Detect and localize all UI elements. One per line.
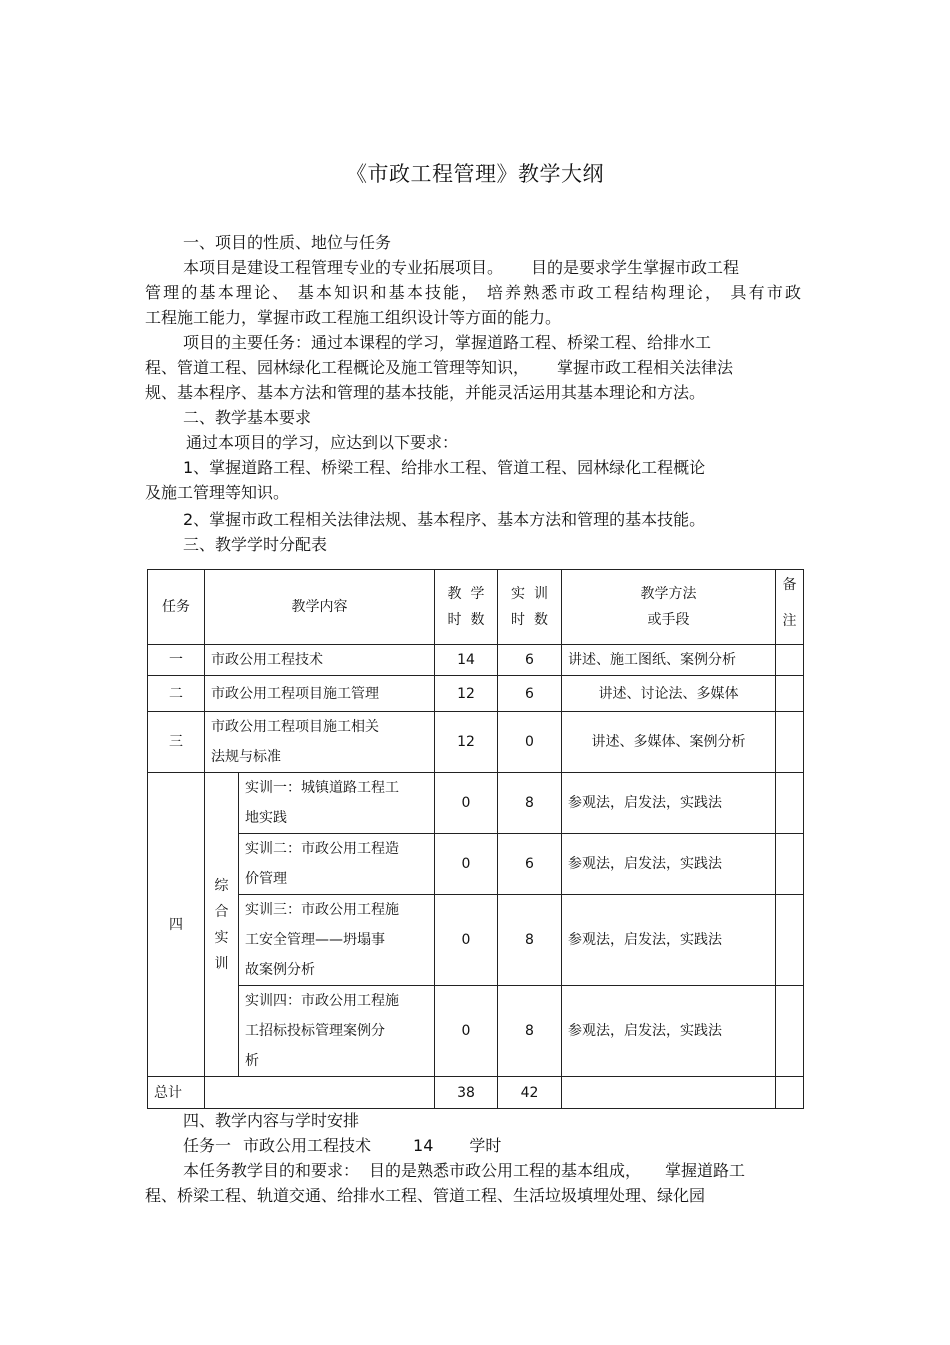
table-row xyxy=(148,895,804,986)
section-1-para-line: 规、基本程序、基本方法和管理的基本技能，并能灵活运用其基本理论和方法。 xyxy=(145,383,706,402)
text-segment: 培养熟悉市政工程结构理论， xyxy=(486,283,724,302)
cell-task: 三 xyxy=(148,712,205,773)
text-segment: 市政公用工程技术 xyxy=(243,1136,372,1155)
cell-group-label xyxy=(205,773,239,1077)
section-1-para-line xyxy=(183,256,739,280)
header-content: 教学内容 xyxy=(205,570,435,645)
cell-note xyxy=(776,1077,804,1109)
text-segment: 目的是熟悉市政公用工程的基本组成， xyxy=(369,1161,642,1180)
task-1-heading xyxy=(183,1134,501,1158)
section-3-heading: 三、教学学时分配表 xyxy=(183,535,328,554)
table-total-row xyxy=(148,1077,804,1109)
cell-train: 6 xyxy=(498,676,562,712)
text-segment: 掌握道路工 xyxy=(665,1161,746,1180)
content-line: 实训三：市政公用工程施 xyxy=(245,902,399,918)
cell-hours: 12 xyxy=(435,712,498,773)
text-segment: 掌握市政工程相关法律法 xyxy=(557,358,734,377)
cell-hours: 12 xyxy=(435,676,498,712)
content-line: 实训四：市政公用工程施 xyxy=(245,993,399,1009)
content-line: 价管理 xyxy=(245,871,287,887)
text-segment: 具有市政 xyxy=(730,283,801,302)
cell-total-hours: 38 xyxy=(435,1077,498,1109)
content-line: 市政公用工程项目施工相关 xyxy=(211,719,379,735)
cell-note xyxy=(776,773,804,834)
header-char: 实 xyxy=(511,586,526,602)
cell-hours: 0 xyxy=(435,773,498,834)
cell-empty xyxy=(205,1077,435,1109)
cell-content xyxy=(205,712,435,773)
text-segment: 14 xyxy=(413,1136,434,1155)
table-row xyxy=(148,986,804,1077)
cell-method: 讲述、讨论法、多媒体 xyxy=(562,676,776,712)
cell-note xyxy=(776,712,804,773)
cell-method: 讲述、多媒体、案例分析 xyxy=(562,712,776,773)
header-char: 注 xyxy=(782,613,797,629)
task-1-para-line xyxy=(183,1159,745,1183)
content-line: 工招标投标管理案例分 xyxy=(245,1023,385,1039)
cell-hours: 0 xyxy=(435,895,498,986)
cell-content: 市政公用工程项目施工管理 xyxy=(205,676,435,712)
header-note xyxy=(776,570,804,645)
cell-task: 二 xyxy=(148,676,205,712)
header-method xyxy=(562,570,776,645)
section-1-para-line: 工程施工能力，掌握市政工程施工组织设计等方面的能力。 xyxy=(145,308,562,327)
cell-method: 参观法，启发法，实践法 xyxy=(562,834,776,895)
label-char: 综 xyxy=(214,877,229,894)
table-row xyxy=(148,712,804,773)
text-segment: 本任务教学目的和要求： xyxy=(183,1161,360,1180)
cell-train: 6 xyxy=(498,834,562,895)
cell-note xyxy=(776,834,804,895)
label-char: 合 xyxy=(214,903,229,920)
requirement-1-cont: 及施工管理等知识。 xyxy=(145,483,290,502)
header-char: 备 xyxy=(782,577,797,593)
label-char: 实 xyxy=(214,929,229,946)
cell-content: 市政公用工程技术 xyxy=(205,645,435,676)
cell-note xyxy=(776,986,804,1077)
table-row xyxy=(148,773,804,834)
header-training-hours xyxy=(498,570,562,645)
cell-empty xyxy=(562,1077,776,1109)
cell-train: 8 xyxy=(498,895,562,986)
content-line: 故案例分析 xyxy=(245,962,315,978)
cell-note xyxy=(776,676,804,712)
cell-hours: 0 xyxy=(435,834,498,895)
header-teaching-hours xyxy=(435,570,498,645)
cell-method: 参观法，启发法，实践法 xyxy=(562,895,776,986)
content-line: 地实践 xyxy=(245,810,287,826)
content-line: 析 xyxy=(245,1053,259,1069)
header-char: 时 xyxy=(447,612,462,628)
header-char: 训 xyxy=(533,586,548,602)
text-segment: 基本知识和基本技能， xyxy=(297,283,480,302)
text-segment: 学时 xyxy=(469,1136,502,1155)
cell-method: 参观法，启发法，实践法 xyxy=(562,986,776,1077)
cell-note xyxy=(776,645,804,676)
cell-content xyxy=(239,895,435,986)
cell-method: 讲述、施工图纸、案例分析 xyxy=(562,645,776,676)
header-line: 教学方法 xyxy=(640,586,697,602)
cell-train: 8 xyxy=(498,986,562,1077)
text-segment: 任务一 xyxy=(183,1136,232,1155)
header-char: 教 xyxy=(447,586,462,602)
header-char: 时 xyxy=(511,612,526,628)
table-row xyxy=(148,645,804,676)
content-line: 法规与标准 xyxy=(211,749,281,765)
requirement-1: 1、掌握道路工程、桥梁工程、给排水工程、管道工程、园林绿化工程概论 xyxy=(183,458,706,477)
cell-hours: 0 xyxy=(435,986,498,1077)
cell-task: 一 xyxy=(148,645,205,676)
cell-total-label: 总计 xyxy=(148,1077,205,1109)
table-row xyxy=(148,834,804,895)
cell-train: 8 xyxy=(498,773,562,834)
label-char: 训 xyxy=(214,955,229,972)
content-line: 实训一：城镇道路工程工 xyxy=(245,780,399,796)
cell-total-train: 42 xyxy=(498,1077,562,1109)
content-line: 实训二：市政公用工程造 xyxy=(245,841,399,857)
cell-hours: 14 xyxy=(435,645,498,676)
requirement-2: 2、掌握市政工程相关法律法规、基本程序、基本方法和管理的基本技能。 xyxy=(183,510,706,529)
section-4-heading: 四、教学内容与学时安排 xyxy=(183,1111,360,1130)
cell-train: 0 xyxy=(498,712,562,773)
section-1-para-line xyxy=(145,356,733,380)
cell-task: 四 xyxy=(148,773,205,1077)
section-1-heading: 一、项目的性质、地位与任务 xyxy=(183,233,392,252)
section-1-para-line xyxy=(145,281,801,305)
cell-content xyxy=(239,834,435,895)
section-2-heading: 二、教学基本要求 xyxy=(183,408,312,427)
text-segment: 管理的基本理论、 xyxy=(145,283,291,302)
document-title: 《市政工程管理》教学大纲 xyxy=(346,162,604,186)
text-segment: 本项目是建设工程管理专业的专业拓展项目。 xyxy=(183,258,504,277)
section-2-intro: 通过本项目的学习，应达到以下要求： xyxy=(186,433,459,452)
hours-allocation-table xyxy=(147,569,804,1109)
header-task: 任务 xyxy=(148,570,205,645)
table-header-row xyxy=(148,570,804,645)
cell-content xyxy=(239,773,435,834)
text-segment: 程、管道工程、园林绿化工程概论及施工管理等知识， xyxy=(145,358,530,377)
header-line: 或手段 xyxy=(647,612,690,628)
cell-note xyxy=(776,895,804,986)
cell-train: 6 xyxy=(498,645,562,676)
content-line: 工安全管理——坍塌事 xyxy=(245,932,385,948)
cell-method: 参观法，启发法，实践法 xyxy=(562,773,776,834)
task-1-para-line: 程、桥梁工程、轨道交通、给排水工程、管道工程、生活垃圾填埋处理、绿化园 xyxy=(145,1186,706,1205)
table-row xyxy=(148,676,804,712)
header-char: 数 xyxy=(470,612,485,628)
cell-content xyxy=(239,986,435,1077)
header-char: 数 xyxy=(533,612,548,628)
section-1-para-line: 项目的主要任务：通过本课程的学习，掌握道路工程、桥梁工程、给排水工 xyxy=(183,333,712,352)
header-char: 学 xyxy=(470,586,485,602)
text-segment: 目的是要求学生掌握市政工程 xyxy=(531,258,740,277)
